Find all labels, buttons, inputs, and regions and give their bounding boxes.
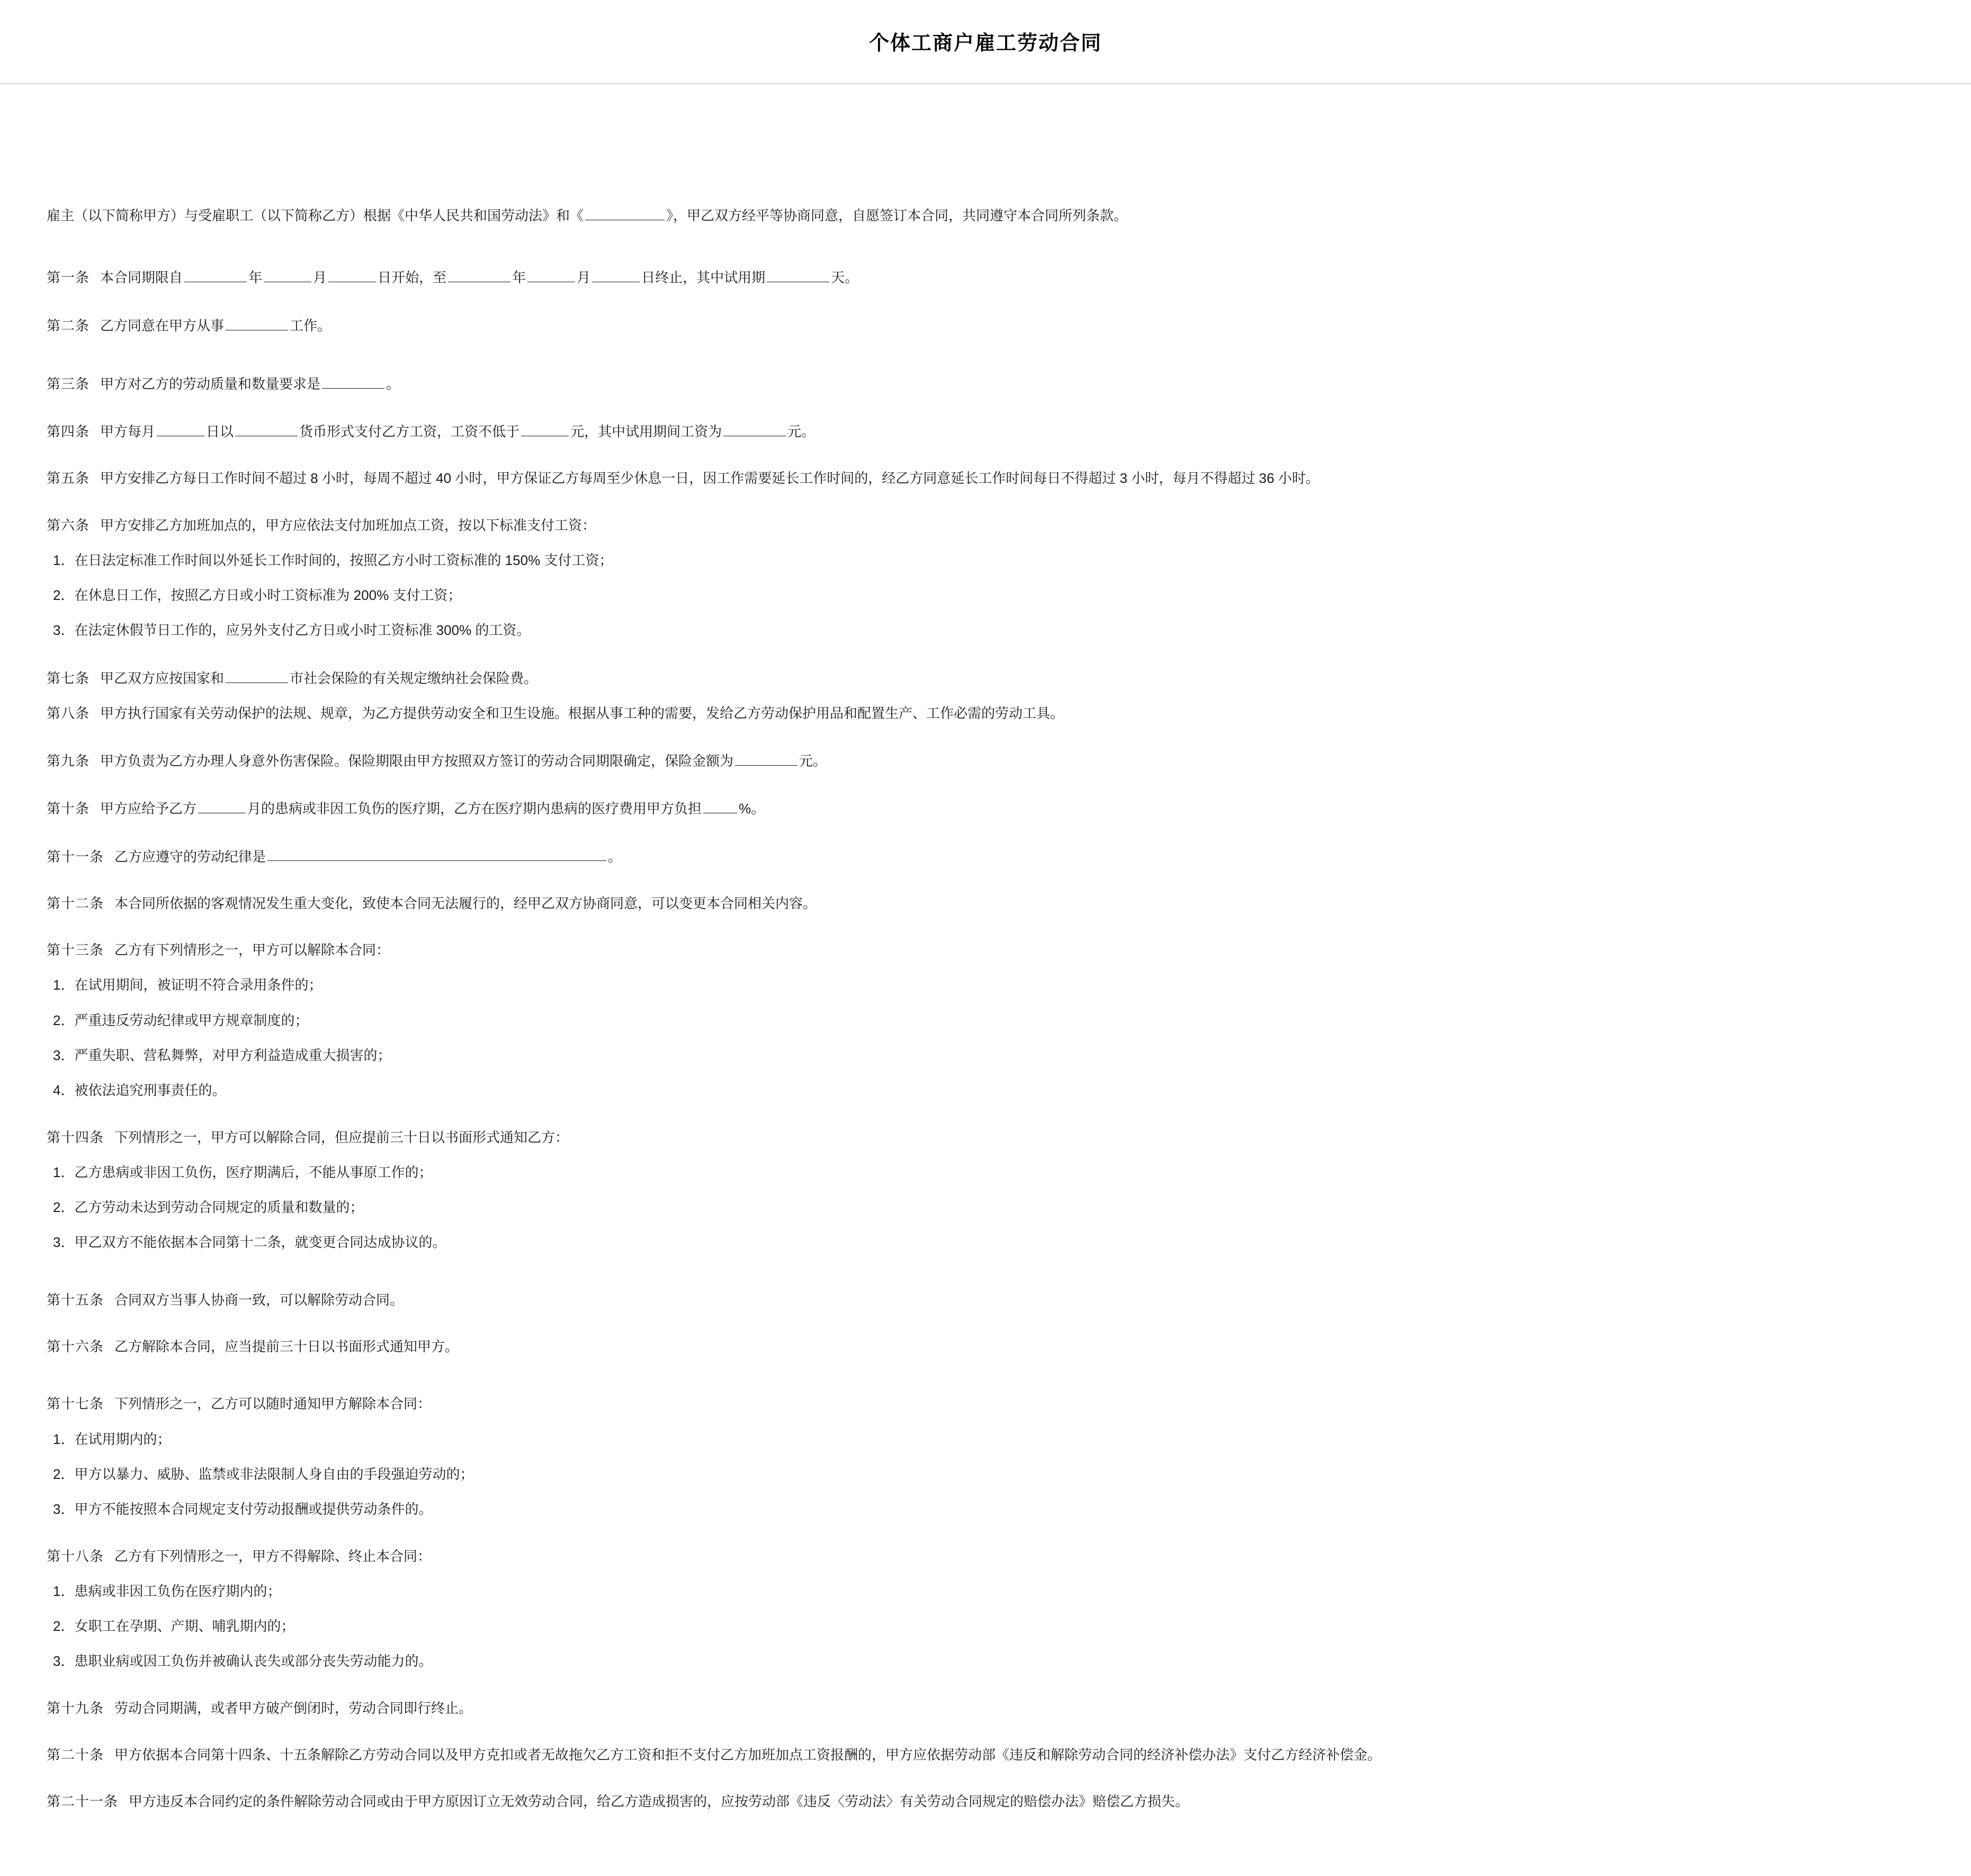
clause-4-blank-payday[interactable]: [157, 420, 204, 436]
clause-14-item-2: 2．乙方劳动未达到劳动合同规定的质量和数量的；: [53, 1199, 364, 1216]
clause-1: [47, 266, 1924, 288]
clause-20-number: 第二十条: [47, 1747, 104, 1763]
clause-8-number: 第八条: [47, 705, 90, 721]
clause-10: [47, 797, 1924, 819]
clause-19: [47, 1698, 1924, 1719]
clause-19-number: 第十九条: [47, 1700, 104, 1716]
clause-13-item-4: 4．被依法追究刑事责任的。: [53, 1082, 226, 1099]
clause-1-seg-7: 天。: [831, 270, 859, 286]
clause-13-number: 第十三条: [47, 942, 104, 958]
clause-17-item-1: 1．在试用期内的；: [53, 1431, 171, 1447]
clause-3: [47, 372, 1924, 394]
clause-18-item-3: 3．患职业病或因工负伤并被确认丧失或部分丧失劳动能力的。: [53, 1653, 433, 1669]
clause-2-blank-job[interactable]: [226, 314, 288, 330]
intro-blank-field[interactable]: [585, 204, 665, 220]
clause-2: [47, 314, 1924, 336]
clause-13: [47, 939, 1924, 961]
clause-13-item-1: 1．在试用期间，被证明不符合录用条件的；: [53, 977, 322, 993]
clause-2-seg-1: 工作。: [290, 317, 332, 334]
clause-5: [47, 468, 1924, 489]
clause-7-seg-0: 甲乙双方应按国家和: [100, 670, 225, 686]
document-body: [0, 204, 1971, 1876]
clause-16-number: 第十六条: [47, 1339, 104, 1355]
clause-19-text: 劳动合同期满，或者甲方破产倒闭时，劳动合同即行终止。: [114, 1700, 473, 1716]
clause-21: [47, 1791, 1924, 1812]
clause-1-blank-month-end[interactable]: [527, 266, 575, 282]
clause-7-blank-city[interactable]: [226, 667, 288, 683]
clause-6: [47, 515, 1924, 536]
clause-18-number: 第十八条: [47, 1548, 104, 1564]
clause-1-seg-4: 年: [512, 270, 526, 286]
clause-21-text: 甲方违反本合同约定的条件解除劳动合同或由于甲方原因订立无效劳动合同，给乙方造成损害的，应按劳动部《违反〈劳动法〉有关劳动合同规定的赔偿办法》赔偿乙方损失。: [129, 1793, 1189, 1810]
clause-13-text: 乙方有下列情形之一，甲方可以解除本合同：: [114, 942, 390, 958]
clause-1-blank-year-end[interactable]: [448, 266, 510, 282]
clause-1-seg-3: 日开始，至: [378, 270, 447, 286]
clause-13-item-2: 2．严重违反劳动纪律或甲方规章制度的；: [53, 1012, 309, 1028]
clause-1-seg-0: 本合同期限自: [100, 270, 183, 286]
clause-4-seg-4: 元。: [787, 423, 816, 439]
clause-14-text: 下列情形之一，甲方可以解除合同，但应提前三十日以书面形式通知乙方：: [114, 1129, 569, 1145]
clause-7-seg-1: 市社会保险的有关规定缴纳社会保险费。: [290, 670, 538, 686]
intro-text-before: 雇主（以下简称甲方）与受雇职工（以下简称乙方）根据《中华人民共和国劳动法》和《: [47, 207, 584, 223]
clause-4-blank-minwage[interactable]: [521, 420, 569, 436]
clause-1-number: 第一条: [47, 270, 90, 286]
clause-3-number: 第三条: [47, 375, 90, 392]
clause-14-number: 第十四条: [47, 1129, 104, 1145]
clause-4-seg-3: 元，其中试用期间工资为: [570, 423, 722, 439]
clause-4: [47, 420, 1924, 442]
clause-7: [47, 667, 1924, 689]
clause-18-item-1: 1．患病或非因工负伤在医疗期内的；: [53, 1583, 281, 1599]
clause-5-number: 第五条: [47, 470, 90, 487]
clause-9-seg-0: 甲方负责为乙方办理人身意外伤害保险。保险期限由甲方按照双方签订的劳动合同期限确定，保险金额为: [100, 753, 734, 769]
clause-11-blank-discipline[interactable]: [267, 845, 606, 861]
clause-18-text: 乙方有下列情形之一，甲方不得解除、终止本合同：: [114, 1548, 432, 1564]
clause-5-text: 甲方安排乙方每日工作时间不超过 8 小时，每周不超过 40 小时，甲方保证乙方每周至少休息一日，因工作需要延长工作时间的，经乙方同意延长工作时间每日不得超过 3 小时，每月不得超过 36 小时。: [100, 470, 1320, 487]
clause-9-number: 第九条: [47, 753, 90, 769]
clause-10-seg-1: 月的患病或非因工负伤的医疗期，乙方在医疗期内患病的医疗费用甲方负担: [247, 801, 702, 817]
clause-17-item-2: 2．甲方以暴力、威胁、监禁或非法限制人身自由的手段强迫劳动的；: [53, 1466, 474, 1482]
clause-15-number: 第十五条: [47, 1291, 104, 1308]
clause-10-blank-months[interactable]: [198, 797, 246, 813]
clause-1-blank-year-start[interactable]: [184, 266, 247, 282]
clause-6-item-3: 3．在法定休假节日工作的，应另外支付乙方日或小时工资标准 300% 的工资。: [53, 622, 531, 639]
clause-17: [47, 1393, 1924, 1414]
clause-10-number: 第十条: [47, 801, 90, 817]
clause-9-blank-amount[interactable]: [735, 749, 798, 766]
clause-12-number: 第十二条: [47, 895, 104, 911]
clause-17-text: 下列情形之一，乙方可以随时通知甲方解除本合同：: [114, 1396, 432, 1412]
clause-14-item-3: 3．甲乙双方不能依据本合同第十二条，就变更合同达成协议的。: [53, 1234, 446, 1251]
clause-1-seg-1: 年: [248, 270, 263, 286]
clause-4-blank-currency[interactable]: [235, 420, 298, 436]
clause-10-seg-0: 甲方应给予乙方: [100, 801, 197, 817]
clause-14-item-1: 1．乙方患病或非因工负伤，医疗期满后，不能从事原工作的；: [53, 1164, 433, 1180]
clause-18-item-2: 2．女职工在孕期、产期、哺乳期内的；: [53, 1618, 295, 1635]
clause-21-number: 第二十一条: [47, 1793, 119, 1810]
clause-13-item-3: 3．严重失职、营私舞弊，对甲方利益造成重大损害的；: [53, 1047, 391, 1063]
clause-6-text: 甲方安排乙方加班加点的，甲方应依法支付加班加点工资，按以下标准支付工资：: [100, 517, 596, 533]
clause-9: [47, 749, 1924, 771]
clause-10-seg-2: %。: [739, 801, 765, 817]
clause-11-seg-0: 乙方应遵守的劳动纪律是: [114, 848, 266, 865]
clause-3-seg-0: 甲方对乙方的劳动质量和数量要求是: [100, 375, 321, 392]
clause-11-seg-1: 。: [608, 848, 622, 865]
clause-14: [47, 1127, 1924, 1148]
clause-16: [47, 1336, 1924, 1357]
clause-6-item-1: 1．在日法定标准工作时间以外延长工作时间的，按照乙方小时工资标准的 150% 支付工资；: [53, 552, 613, 568]
intro-paragraph: [47, 204, 1924, 227]
clause-20: [47, 1744, 1924, 1765]
clause-4-number: 第四条: [47, 423, 90, 439]
clause-2-number: 第二条: [47, 317, 90, 334]
clause-11: [47, 845, 1924, 867]
clause-9-seg-1: 元。: [799, 753, 827, 769]
intro-text-after: 》，甲乙双方经平等协商同意，自愿签订本合同，共同遵守本合同所列条款。: [666, 207, 1128, 223]
clause-8-text: 甲方执行国家有关劳动保护的法规、规章，为乙方提供劳动安全和卫生设施。根据从事工种的需要，发给乙方劳动保护用品和配置生产、工作必需的劳动工具。: [100, 705, 1064, 721]
clause-17-number: 第十七条: [47, 1396, 104, 1412]
page-title: 个体工商户雇工劳动合同: [868, 32, 1102, 55]
clause-8: [47, 703, 1924, 724]
clause-1-seg-5: 月: [577, 270, 591, 286]
clause-1-blank-day-start[interactable]: [328, 266, 376, 282]
clause-1-seg-6: 日终止，其中试用期: [641, 270, 766, 286]
clause-3-seg-1: 。: [386, 375, 400, 392]
top-spacer: [0, 84, 1971, 190]
clause-4-seg-2: 货币形式支付乙方工资，工资不低于: [299, 423, 520, 439]
clause-17-item-3: 3．甲方不能按照本合同规定支付劳动报酬或提供劳动条件的。: [53, 1501, 433, 1518]
clause-12: [47, 893, 1924, 914]
clause-20-text: 甲方依据本合同第十四条、十五条解除乙方劳动合同以及甲方克扣或者无故拖欠乙方工资和拒不支付乙方加班加点工资报酬的，甲方应依据劳动部《违反和解除劳动合同的经济补偿办法》支付乙方经济补偿金。: [114, 1747, 1382, 1763]
clause-15-text: 合同双方当事人协商一致，可以解除劳动合同。: [114, 1291, 404, 1308]
clause-4-seg-1: 日以: [206, 423, 234, 439]
clause-7-number: 第七条: [47, 670, 90, 686]
clause-1-blank-month-start[interactable]: [264, 266, 311, 282]
clause-11-number: 第十一条: [47, 848, 104, 865]
clause-18: [47, 1546, 1924, 1567]
clause-1-blank-day-end[interactable]: [592, 266, 640, 282]
clause-6-number: 第六条: [47, 517, 90, 533]
clause-1-blank-probation[interactable]: [767, 266, 829, 282]
clause-3-blank-requirement[interactable]: [322, 372, 384, 389]
clause-16-text: 乙方解除本合同，应当提前三十日以书面形式通知甲方。: [114, 1339, 459, 1355]
clause-4-seg-0: 甲方每月: [100, 423, 156, 439]
clause-1-seg-2: 月: [313, 270, 327, 286]
clause-4-blank-probation-wage[interactable]: [723, 420, 786, 436]
clause-10-blank-percent[interactable]: [703, 797, 737, 813]
clause-6-item-2: 2．在休息日工作，按照乙方日或小时工资标准为 200% 支付工资；: [53, 587, 462, 604]
clause-12-text: 本合同所依据的客观情况发生重大变化，致使本合同无法履行的，经甲乙双方协商同意，可以变更本合同相关内容。: [114, 895, 817, 911]
clause-2-seg-0: 乙方同意在甲方从事: [100, 317, 225, 334]
clause-15: [47, 1289, 1924, 1310]
